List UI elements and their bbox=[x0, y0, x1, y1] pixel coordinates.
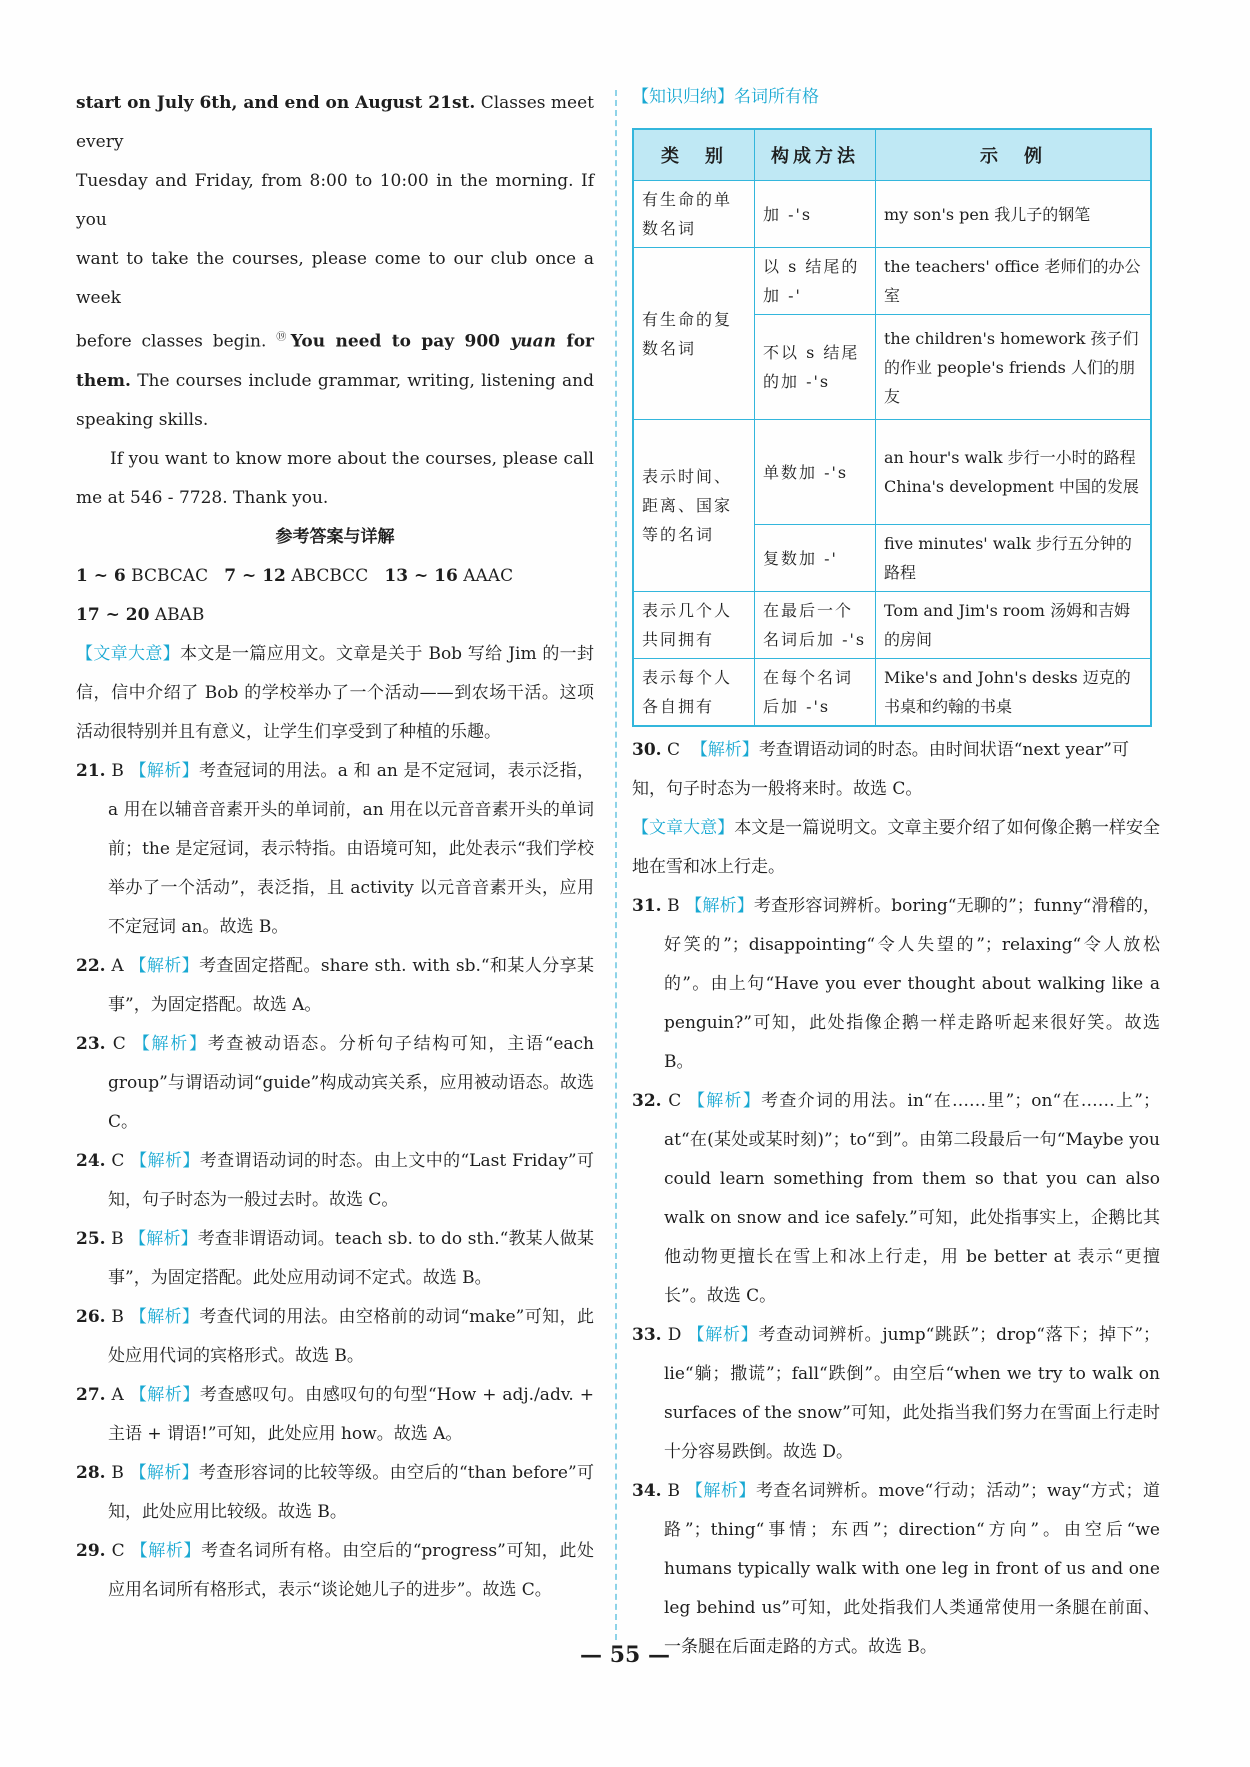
question-answer: C bbox=[661, 1091, 688, 1111]
question-item bbox=[632, 1316, 1160, 1472]
question-item bbox=[632, 1472, 1160, 1667]
answer-title: 参考答案与详解 bbox=[275, 526, 395, 547]
question-answer: B bbox=[661, 896, 686, 916]
intro-line-1: start on July 6th, and end on August 21st. Classes meet every bbox=[76, 93, 595, 152]
analysis-text: 考查固定搭配。share sth. with sb.“和某人分享某事”，为固定搭配。故选 A。 bbox=[108, 955, 594, 1015]
question-item bbox=[76, 1454, 594, 1532]
page-number: — 55 — bbox=[580, 1642, 670, 1668]
table-row: 复数加 -' five minutes' walk 步行五分钟的路程 bbox=[633, 525, 1151, 592]
answer-keys-2: 17 ~ 20 ABAB bbox=[76, 604, 205, 625]
analysis-tag: 【解析】 bbox=[132, 1033, 208, 1054]
analysis-tag: 【解析】 bbox=[129, 760, 199, 781]
question-item bbox=[76, 1532, 594, 1610]
table-row: 表示时间、距离、国家等的名词 单数加 -'s an hour's walk 步行一小时的路程 China's development 中国的发展 bbox=[633, 420, 1151, 525]
analysis-tag: 【解析】 bbox=[130, 1540, 202, 1561]
paragraph-call: If you want to know more about the courses, please call me at 546 - 7728. Thank you. bbox=[76, 448, 594, 508]
analysis-text: 考查形容词的比较等级。由空后的“than before”可知，此处应用比较级。故选 B。 bbox=[108, 1462, 594, 1522]
question-answer: B bbox=[105, 760, 130, 781]
question-item bbox=[76, 1298, 594, 1376]
question-answer: A bbox=[105, 1384, 130, 1405]
question-answer: B bbox=[105, 1462, 130, 1483]
analysis-text: 考查名词辨析。move“行动；活动”；way“方式；道路”；thing“事情；东西”；direction“方向”。由空后“we humans typically walk with one leg in front of us and one leg behind us”可知，此处指我们人类通常使用一条腿在前面、一条腿在后面走路的方式。故选 B。 bbox=[664, 1481, 1160, 1657]
question-answer: B bbox=[661, 1481, 686, 1501]
table-row: 有生命的复数名词 以 s 结尾的加 -' the teachers' office 老师们的办公室 bbox=[633, 248, 1151, 315]
question-item bbox=[76, 1142, 594, 1220]
table-row: 表示几个人共同拥有 在最后一个名词后加 -'s Tom and Jim's room 汤姆和吉姆的房间 bbox=[633, 592, 1151, 659]
question-number: 22. bbox=[76, 955, 106, 976]
question-answer: C bbox=[105, 1540, 131, 1561]
right-column bbox=[632, 84, 1160, 1667]
analysis-tag: 【解析】 bbox=[685, 1481, 756, 1501]
intro-line-2: Tuesday and Friday, from 8:00 to 10:00 in the morning. If you bbox=[76, 171, 594, 230]
intro-line-4: before classes begin. ⑲You need to pay 900 yuan for them. The courses include grammar, writing, listening and speaking skills. bbox=[76, 331, 595, 430]
table-header-row: 类 别 构成方法 示 例 bbox=[633, 129, 1151, 181]
analysis-tag: 【解析】 bbox=[129, 1462, 199, 1483]
question-number: 26. bbox=[76, 1306, 106, 1327]
analysis-tag: 【解析】 bbox=[130, 1150, 200, 1171]
summary-2: 【文章大意】本文是一篇说明文。文章主要介绍了如何像企鹅一样安全地在雪和冰上行走。 bbox=[632, 818, 1161, 877]
analysis-tag: 【解析】 bbox=[129, 1306, 200, 1327]
column-divider bbox=[615, 90, 617, 1640]
question-answer: C bbox=[105, 1033, 133, 1054]
right-question-list bbox=[632, 887, 1160, 1667]
question-number: 24. bbox=[76, 1150, 106, 1171]
question-answer: B bbox=[105, 1306, 130, 1327]
analysis-text: 考查动词辨析。jump“跳跃”；drop“落下；掉下”；lie“躺；撒谎”；fall“跌倒”。由空后“when we try to walk on surfaces of the snow”可知，此处指当我们努力在雪面上行走时十分容易跌倒。故选 D。 bbox=[664, 1325, 1161, 1462]
analysis-text: 考查形容词辨析。boring“无聊的”；funny“滑稽的，好笑的”；disappointing“令人失望的”；relaxing“令人放松的”。由上句“Have you ever thought about walking like a penguin?”可知，此处指像企鹅一样走路听起来很好笑。故选 B。 bbox=[664, 896, 1160, 1072]
question-answer: C bbox=[105, 1150, 131, 1171]
analysis-tag: 【解析】 bbox=[685, 896, 754, 916]
question-answer: A bbox=[105, 955, 130, 976]
question-item bbox=[76, 1220, 594, 1298]
knowledge-heading: 【知识归纳】名词所有格 bbox=[632, 87, 819, 107]
analysis-tag: 【解析】 bbox=[129, 1384, 200, 1405]
analysis-tag: 【解析】 bbox=[687, 1091, 762, 1111]
analysis-tag: 【解析】 bbox=[129, 1228, 198, 1249]
question-item bbox=[632, 1082, 1160, 1316]
question-item bbox=[76, 947, 594, 1025]
question-30: 30. C 【解析】考查谓语动词的时态。由时间状语“next year”可知，句子时态为一般将来时。故选 C。 bbox=[632, 740, 1129, 799]
question-number: 25. bbox=[76, 1228, 106, 1249]
question-item bbox=[76, 1025, 594, 1142]
table-row: 有生命的单数名词 加 -'s my son's pen 我儿子的钢笔 bbox=[633, 181, 1151, 248]
table-row: 表示每个人各自拥有 在每个名词后加 -'s Mike's and John's desks 迈克的书桌和约翰的书桌 bbox=[633, 659, 1151, 727]
question-number: 29. bbox=[76, 1540, 106, 1561]
left-column bbox=[76, 84, 594, 1610]
question-item bbox=[632, 887, 1160, 1082]
analysis-text: 考查感叹句。由感叹句的句型“How + adj./adv. + 主语 + 谓语!”可知，此处应用 how。故选 A。 bbox=[108, 1384, 594, 1444]
answer-keys-1: 1 ~ 6 BCBCAC 7 ~ 12 ABCBCC 13 ~ 16 AAAC bbox=[76, 565, 514, 586]
analysis-text: 考查非谓语动词。teach sb. to do sth.“教某人做某事”，为固定搭配。此处应用动词不定式。故选 B。 bbox=[108, 1228, 595, 1288]
question-item bbox=[76, 1376, 594, 1454]
question-number: 32. bbox=[632, 1091, 662, 1111]
analysis-tag: 【解析】 bbox=[687, 1325, 759, 1345]
question-number: 23. bbox=[76, 1033, 106, 1054]
analysis-text: 考查谓语动词的时态。由上文中的“Last Friday”可知，句子时态为一般过去时。故选 C。 bbox=[108, 1150, 595, 1210]
question-number: 21. bbox=[76, 760, 106, 781]
analysis-text: 考查介词的用法。in“在……里”；on“在……上”；at“在(某处或某时刻)”；to“到”。由第二段最后一句“Maybe you could learn something from them so that you can also walk on snow and ice safely.”可知，此处指事实上，企鹅比其他动物更擅长在雪上和冰上行走，用 be better at 表示“更擅长”。故选 C。 bbox=[664, 1091, 1160, 1306]
analysis-text: 考查名词所有格。由空后的“progress”可知，此处应用名词所有格形式，表示“谈论她儿子的进步”。故选 C。 bbox=[108, 1540, 594, 1600]
analysis-text: 考查冠词的用法。a 和 an 是不定冠词，表示泛指，a 用在以辅音音素开头的单词前，an 用在以元音音素开头的单词前；the 是定冠词，表示特指。由语境可知，此处表示“我们学校举办了一个活动”，表泛指，且 activity 以元音音素开头，应用不定冠词 an。故选 B。 bbox=[108, 760, 594, 937]
possessive-table bbox=[632, 128, 1152, 727]
question-number: 33. bbox=[632, 1325, 662, 1345]
intro-line-3: want to take the courses, please come to our club once a week bbox=[76, 249, 594, 308]
question-number: 28. bbox=[76, 1462, 106, 1483]
analysis-text: 考查被动语态。分析句子结构可知，主语“each group”与谓语动词“guide”构成动宾关系，应用被动语态。故选 C。 bbox=[108, 1033, 595, 1132]
question-answer: B bbox=[105, 1228, 130, 1249]
question-item bbox=[76, 752, 594, 947]
summary-1: 【文章大意】本文是一篇应用文。文章是关于 Bob 写给 Jim 的一封信，信中介绍了 Bob 的学校举办了一个活动——到农场干活。这项活动很特别并且有意义，让学生们享受到了种植的乐趣。 bbox=[76, 643, 594, 742]
question-number: 34. bbox=[632, 1481, 662, 1501]
left-question-list bbox=[76, 752, 594, 1610]
analysis-tag: 【解析】 bbox=[129, 955, 200, 976]
table-row: 不以 s 结尾的加 -'s the children's homework 孩子们的作业 people's friends 人们的朋友 bbox=[633, 315, 1151, 420]
question-number: 31. bbox=[632, 896, 662, 916]
analysis-text: 考查代词的用法。由空格前的动词“make”可知，此处应用代词的宾格形式。故选 B。 bbox=[108, 1306, 594, 1366]
question-answer: D bbox=[661, 1325, 688, 1345]
question-number: 27. bbox=[76, 1384, 106, 1405]
